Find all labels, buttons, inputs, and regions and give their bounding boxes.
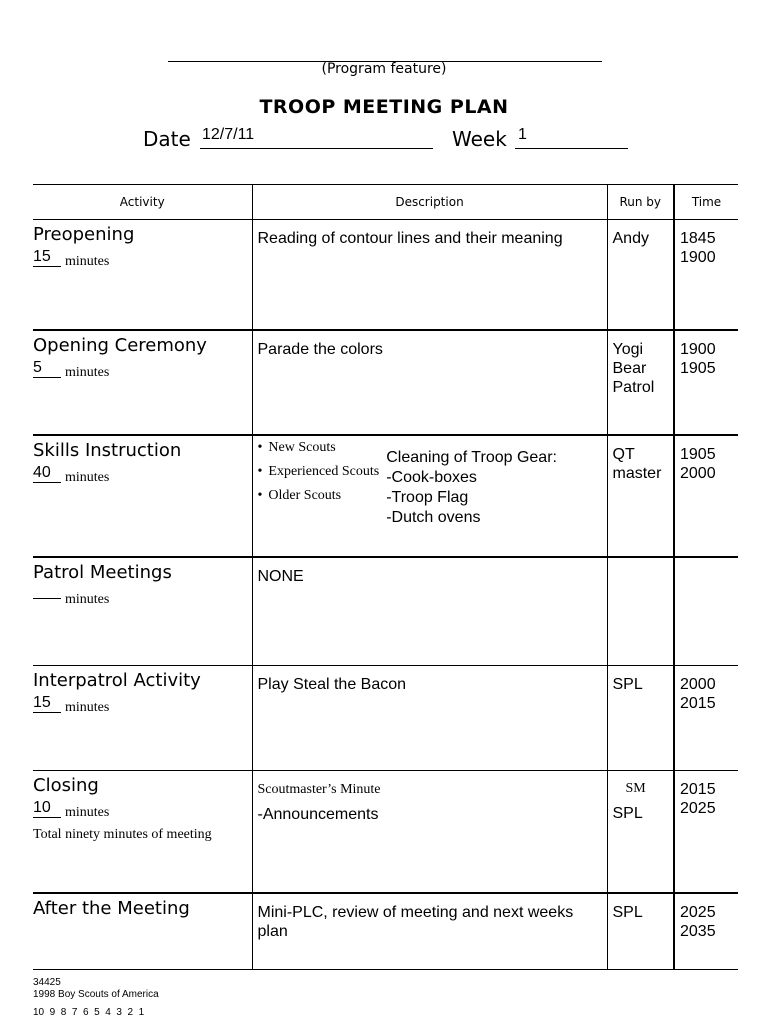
minutes-field[interactable]: 15 <box>33 248 61 267</box>
time-cell <box>674 220 738 330</box>
activity-name: Skills Instruction <box>33 439 182 461</box>
time-cell <box>674 330 738 435</box>
time-cell <box>674 771 738 893</box>
run-by-printed: SM <box>625 781 646 796</box>
time-text[interactable] <box>675 558 738 567</box>
run-by-cell <box>607 220 674 330</box>
description-text[interactable]: -Announcements <box>257 806 379 823</box>
page-title: TROOP MEETING PLAN <box>259 96 509 118</box>
minutes-label: minutes <box>65 364 110 380</box>
date-underline <box>200 148 433 149</box>
activity-cell <box>33 330 252 435</box>
run-by-text[interactable]: QT master <box>612 445 662 482</box>
minutes-label: minutes <box>65 591 110 607</box>
minutes-label: minutes <box>65 254 110 269</box>
list-item: • New Scouts <box>256 436 380 460</box>
table-row <box>33 220 738 330</box>
run-by-text[interactable]: Yogi Bear Patrol <box>612 340 655 396</box>
description-text[interactable]: Cleaning of Troop Gear: -Cook-boxes -Troop Flag -Dutch ovens <box>386 448 557 526</box>
table-header-row <box>33 185 738 220</box>
column-header-time: Time <box>674 185 738 220</box>
week-underline <box>515 148 628 149</box>
time-text[interactable]: 1900 1905 <box>680 340 716 377</box>
description-text[interactable]: Parade the colors <box>257 340 383 358</box>
description-cell <box>252 893 607 970</box>
run-by-cell <box>607 435 674 557</box>
minutes-line <box>33 799 252 823</box>
description-text[interactable]: Reading of contour lines and their meaning <box>257 230 563 247</box>
description-text[interactable]: Mini-PLC, review of meeting and next weeks plan <box>257 903 574 940</box>
copyright: 1998 Boy Scouts of America <box>33 989 159 1000</box>
activity-name: Preopening <box>33 224 135 245</box>
skills-content <box>253 436 607 528</box>
run-by-text[interactable]: SPL <box>612 676 643 693</box>
run-by-text[interactable] <box>608 558 674 567</box>
activity-cell <box>33 220 252 330</box>
activity-name: Interpatrol Activity <box>33 670 201 691</box>
minutes-line <box>33 590 252 610</box>
run-by-text[interactable]: SPL <box>612 903 643 921</box>
time-cell <box>674 557 738 666</box>
activity-cell <box>33 771 252 893</box>
run-by-cell <box>607 771 674 893</box>
table-row <box>33 771 738 893</box>
scout-level-list <box>256 436 380 528</box>
activity-cell <box>33 557 252 666</box>
time-text[interactable]: 2015 2025 <box>680 781 716 817</box>
minutes-field[interactable]: 15 <box>33 694 61 713</box>
activity-name: Opening Ceremony <box>33 334 207 356</box>
list-item: • Older Scouts <box>256 484 380 508</box>
description-text[interactable]: Play Steal the Bacon <box>257 676 407 693</box>
minutes-field[interactable] <box>33 598 61 599</box>
column-header-description: Description <box>252 185 607 220</box>
time-text[interactable]: 2000 2015 <box>680 676 716 712</box>
minutes-line <box>33 358 252 383</box>
activity-name: Closing <box>33 775 99 796</box>
time-text[interactable]: 1905 2000 <box>680 445 716 482</box>
minutes-line <box>33 248 252 272</box>
run-by-text[interactable]: Andy <box>612 230 649 247</box>
description-cell <box>252 666 607 771</box>
description-cell <box>252 771 607 893</box>
week-label: Week <box>452 127 507 151</box>
form-number: 34425 <box>33 977 61 988</box>
description-printed-line <box>253 771 607 799</box>
minutes-field[interactable]: 10 <box>33 799 61 818</box>
description-cell <box>252 557 607 666</box>
minutes-line <box>33 463 252 488</box>
table-row <box>33 330 738 435</box>
run-by-text[interactable]: SPL <box>612 805 643 822</box>
meeting-plan-table <box>33 184 738 970</box>
run-by-cell <box>607 330 674 435</box>
activity-cell <box>33 435 252 557</box>
table-row <box>33 435 738 557</box>
minutes-label: minutes <box>65 805 110 820</box>
minutes-line <box>33 694 252 718</box>
description-cell <box>252 435 607 557</box>
table-row <box>33 557 738 666</box>
table-row <box>33 893 738 970</box>
total-minutes-note: Total ninety minutes of meeting <box>33 827 212 842</box>
time-cell <box>674 435 738 557</box>
time-text[interactable]: 2025 2035 <box>680 903 716 940</box>
time-text[interactable]: 1845 1900 <box>680 230 716 266</box>
minutes-label: minutes <box>65 469 110 485</box>
activity-cell <box>33 666 252 771</box>
time-cell <box>674 666 738 771</box>
print-line: 10 9 8 7 6 5 4 3 2 1 <box>33 1007 145 1018</box>
minutes-label: minutes <box>65 700 110 715</box>
minutes-field[interactable]: 40 <box>33 464 61 483</box>
run-by-cell <box>607 557 674 666</box>
date-label: Date <box>143 127 191 151</box>
run-by-cell <box>607 893 674 970</box>
scoutmasters-minute-label: Scoutmaster’s Minute <box>257 782 381 797</box>
minutes-field[interactable]: 5 <box>33 359 61 378</box>
program-feature-label: (Program feature) <box>321 61 447 77</box>
activity-name: Patrol Meetings <box>33 561 172 583</box>
table-row <box>33 666 738 771</box>
activity-cell <box>33 893 252 970</box>
time-cell <box>674 893 738 970</box>
description-cell <box>252 220 607 330</box>
list-item: • Experienced Scouts <box>256 460 380 484</box>
description-cell <box>252 330 607 435</box>
week-field[interactable]: 1 <box>518 126 527 143</box>
run-by-cell <box>607 666 674 771</box>
column-header-run-by: Run by <box>607 185 674 220</box>
description-text[interactable]: NONE <box>257 567 304 585</box>
date-field[interactable]: 12/7/11 <box>202 126 255 143</box>
activity-name: After the Meeting <box>33 897 190 919</box>
column-header-activity: Activity <box>33 185 252 220</box>
